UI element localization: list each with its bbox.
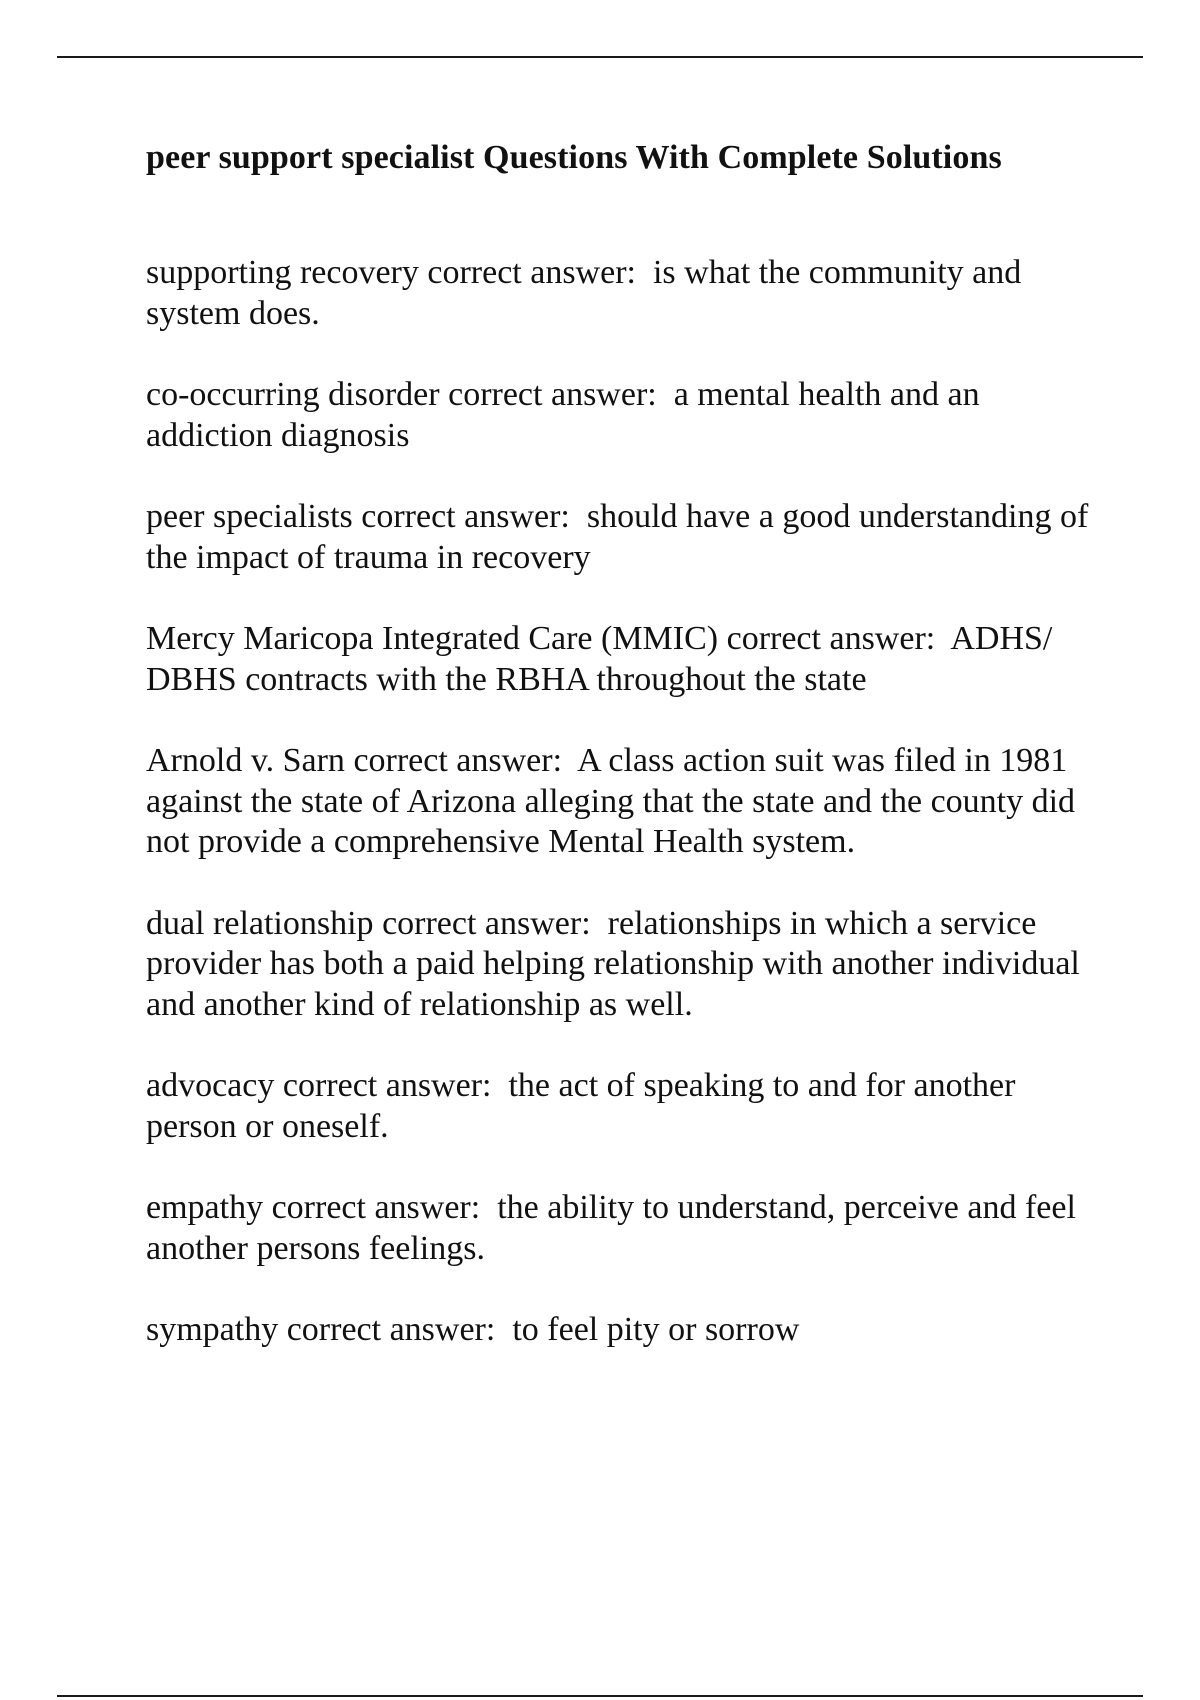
list-item [146, 1188, 1106, 1269]
entry-separator: correct answer: [418, 254, 653, 291]
list-item [146, 1066, 1106, 1147]
list-item [146, 1310, 1106, 1351]
top-rule [57, 56, 1143, 58]
entry-answer: a mental health and an addiction diagnosis [146, 376, 989, 454]
entry-answer: is what the community and system does. [146, 254, 1030, 332]
entry-term: advocacy [146, 1067, 275, 1104]
entry-answer: relationships in which a service provider has both a paid helping relationship with another individual and another kind of relationship as well. [146, 904, 1089, 1023]
document-title: peer support specialist Questions With Complete Solutions [146, 139, 1002, 176]
entry-answer: to feel pity or sorrow [512, 1311, 800, 1348]
entry-term: dual relationship [146, 904, 374, 942]
entry-separator: correct answer: [263, 1189, 498, 1226]
entry-term: co-occurring disorder [146, 376, 440, 413]
entry-separator: correct answer: [718, 620, 951, 657]
entry-separator: correct answer: [373, 904, 608, 942]
list-item [146, 904, 1106, 1026]
list-item [146, 497, 1106, 578]
entry-answer: should have a good understanding of the impact of trauma in recovery [146, 498, 1097, 576]
entry-separator: correct answer: [439, 376, 674, 413]
list-item [146, 375, 1106, 456]
list-item [146, 741, 1106, 863]
entry-answer: ADHS/ DBHS contracts with the RBHA throughout the state [146, 620, 1061, 698]
entry-separator: correct answer: [352, 498, 587, 535]
entry-list [146, 253, 1106, 1351]
entry-term: sympathy [146, 1311, 279, 1348]
entry-separator: correct answer: [344, 742, 578, 779]
entry-answer: A class action suit was filed in 1981 against the state of Arizona alleging that the state and the county did not provide a comprehensive Mental Health system. [146, 742, 1084, 860]
entry-separator: correct answer: [274, 1067, 509, 1104]
document-body [146, 138, 1106, 1392]
bottom-rule [57, 1695, 1143, 1697]
entry-term: peer specialists [146, 498, 353, 535]
list-item [146, 253, 1106, 334]
entry-separator: correct answer: [278, 1311, 513, 1348]
entry-term: empathy [146, 1189, 264, 1226]
entry-answer: the act of speaking to and for another person or oneself. [146, 1067, 1024, 1145]
entry-answer: the ability to understand, perceive and feel another persons feelings. [146, 1189, 1085, 1267]
entry-term: supporting recovery [146, 254, 419, 291]
entry-term: Arnold v. Sarn [146, 742, 345, 779]
list-item [146, 619, 1106, 700]
entry-term: Mercy Maricopa Integrated Care (MMIC) [146, 620, 719, 657]
